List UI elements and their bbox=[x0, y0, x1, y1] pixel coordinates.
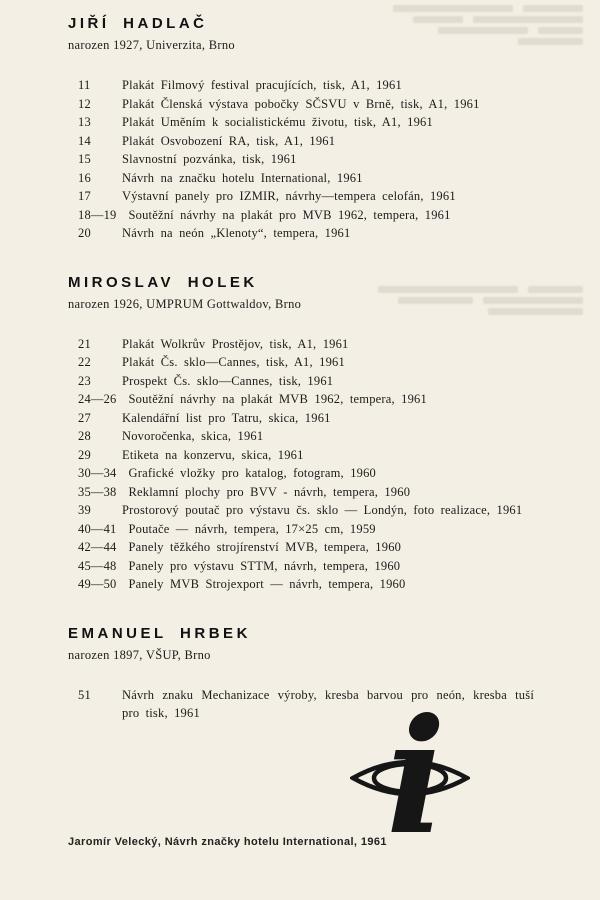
catalog-item bbox=[78, 76, 534, 95]
catalog-item bbox=[78, 187, 534, 206]
catalog-item bbox=[78, 427, 534, 446]
item-number: 17 bbox=[78, 189, 91, 203]
item-number: 42—44 bbox=[78, 540, 117, 554]
work-list bbox=[78, 335, 534, 594]
catalog-item bbox=[78, 95, 534, 114]
catalog-item bbox=[78, 446, 534, 465]
item-number: 16 bbox=[78, 170, 91, 185]
item-text: Grafické vložky pro katalog, fotogram, 1960 bbox=[128, 466, 376, 480]
item-number: 45—48 bbox=[78, 558, 117, 573]
item-number: 35—38 bbox=[78, 484, 117, 499]
catalog-item bbox=[78, 390, 534, 409]
catalog-item bbox=[78, 409, 534, 428]
item-number: 14 bbox=[78, 133, 91, 148]
catalog-item bbox=[78, 483, 534, 502]
hotel-international-logo bbox=[350, 698, 470, 840]
item-number: 39 bbox=[78, 503, 91, 517]
catalog-item bbox=[78, 206, 534, 225]
item-number: 28 bbox=[78, 429, 91, 443]
item-number: 13 bbox=[78, 115, 91, 129]
catalog-item bbox=[78, 575, 534, 594]
item-number: 23 bbox=[78, 373, 91, 388]
item-number: 21 bbox=[78, 336, 91, 351]
item-text: Panely těžkého strojírenství MVB, tempera, 1960 bbox=[128, 540, 402, 554]
item-text: Novoročenka, skica, 1961 bbox=[122, 429, 264, 443]
item-number: 18—19 bbox=[78, 207, 117, 222]
item-text: Soutěžní návrhy na plakát pro MVB 1962, tempera, 1961 bbox=[128, 207, 451, 222]
item-text: Návrh znaku Mechanizace výroby, kresba barvou pro neón, kresba tuší pro tisk, 1961 bbox=[122, 687, 534, 720]
hotel-international-logo-icon bbox=[350, 698, 470, 840]
item-text: Návrh na neón „Klenoty“, tempera, 1961 bbox=[122, 226, 351, 240]
catalog-item bbox=[78, 520, 534, 539]
work-list bbox=[78, 76, 534, 243]
item-text: Plakát Čs. sklo—Cannes, tisk, A1, 1961 bbox=[122, 355, 345, 369]
item-number: 24—26 bbox=[78, 392, 117, 406]
catalog-item bbox=[78, 169, 534, 188]
item-number: 51 bbox=[78, 687, 91, 702]
item-text: Soutěžní návrhy na plakát MVB 1962, tempera, 1961 bbox=[128, 392, 427, 406]
item-text: Plakát Členská výstava pobočky SČSVU v Brně, tisk, A1, 1961 bbox=[122, 96, 480, 111]
artist-name: MIROSLAV HOLEK bbox=[68, 273, 258, 291]
artist-section bbox=[68, 273, 534, 594]
catalog-item bbox=[78, 224, 534, 243]
logo-caption: Jaromír Velecký, Návrh značky hotelu International, 1961 bbox=[68, 836, 387, 848]
item-text: Prospekt Čs. sklo—Cannes, tisk, 1961 bbox=[122, 373, 334, 388]
item-text: Plakát Wolkrův Prostějov, tisk, A1, 1961 bbox=[122, 336, 349, 351]
catalog-item bbox=[78, 132, 534, 151]
item-number: 11 bbox=[78, 78, 91, 92]
catalog-item bbox=[78, 501, 534, 520]
catalog-item bbox=[78, 150, 534, 169]
item-text: Kalendářní list pro Tatru, skica, 1961 bbox=[122, 410, 331, 425]
item-text: Prostorový poutač pro výstavu čs. sklo — Londýn, foto realizace, 1961 bbox=[122, 503, 523, 517]
artist-subtitle: narozen 1897, VŠUP, Brno bbox=[68, 647, 211, 662]
item-number: 27 bbox=[78, 410, 91, 425]
item-text: Plakát Filmový festival pracujících, tisk, A1, 1961 bbox=[122, 78, 402, 92]
item-text: Plakát Uměním k socialistickému životu, tisk, A1, 1961 bbox=[122, 115, 433, 129]
item-number: 29 bbox=[78, 447, 91, 462]
logo-letter-i: i bbox=[386, 698, 447, 840]
item-text: Plakát Osvobození RA, tisk, A1, 1961 bbox=[122, 133, 336, 148]
item-text: Návrh na značku hotelu International, 1961 bbox=[122, 170, 363, 185]
item-text: Poutače — návrh, tempera, 17×25 cm, 1959 bbox=[128, 521, 376, 536]
catalog-item bbox=[78, 353, 534, 372]
catalog-sections bbox=[68, 14, 534, 753]
item-number: 15 bbox=[78, 152, 91, 166]
artist-subtitle: narozen 1926, UMPRUM Gottwaldov, Brno bbox=[68, 296, 302, 311]
item-text: Panely pro výstavu STTM, návrh, tempera, 1960 bbox=[128, 558, 401, 573]
item-text: Výstavní panely pro IZMIR, návrhy—tempera celofán, 1961 bbox=[122, 189, 456, 203]
catalog-item bbox=[78, 464, 534, 483]
item-number: 30—34 bbox=[78, 466, 117, 480]
artist-subtitle: narozen 1927, Univerzita, Brno bbox=[68, 38, 235, 52]
item-text: Panely MVB Strojexport — návrh, tempera, 1960 bbox=[128, 577, 406, 591]
item-text: Etiketa na konzervu, skica, 1961 bbox=[122, 447, 304, 462]
catalog-item bbox=[78, 557, 534, 576]
catalog-item bbox=[78, 335, 534, 354]
item-text: Slavnostní pozvánka, tisk, 1961 bbox=[122, 152, 297, 166]
item-number: 20 bbox=[78, 226, 91, 240]
artist-section bbox=[68, 14, 534, 243]
artist-name: JIŘÍ HADLAČ bbox=[68, 15, 208, 32]
item-number: 22 bbox=[78, 355, 91, 369]
catalog-item bbox=[78, 538, 534, 557]
item-number: 40—41 bbox=[78, 521, 117, 536]
item-text: Reklamní plochy pro BVV - návrh, tempera, 1960 bbox=[128, 484, 411, 499]
artist-name: EMANUEL HRBEK bbox=[68, 624, 251, 642]
item-number: 49—50 bbox=[78, 577, 117, 591]
catalog-item bbox=[78, 113, 534, 132]
catalog-item bbox=[78, 372, 534, 391]
item-number: 12 bbox=[78, 96, 91, 111]
